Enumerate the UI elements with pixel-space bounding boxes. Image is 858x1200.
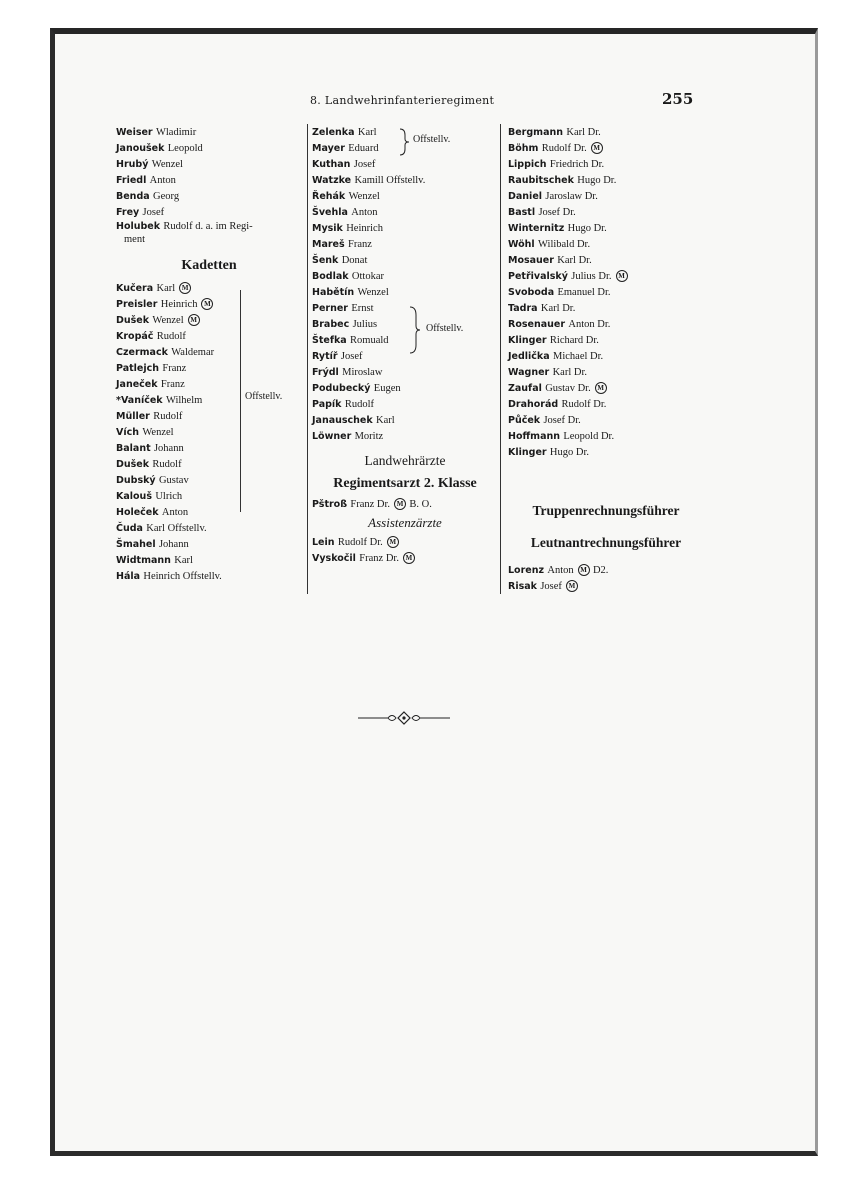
list-item: Czermack Waldemar [116,347,215,358]
list-item: Bastl Josef Dr. [508,207,576,218]
list-item: Frýdl Miroslaw [312,367,383,378]
list-item: Dušek Rudolf [116,459,182,470]
section-heading-leutnantrechnungsfuhrer: Leutnantrechnungsführer [530,535,682,550]
list-item: Tadra Karl Dr. [508,303,576,314]
bracket-label-offstellv: Offstellv. [413,134,451,145]
section-heading-kadetten: Kadetten [181,258,237,273]
list-item: Podubecký Eugen [312,383,401,394]
list-item: Raubitschek Hugo Dr. [508,175,617,186]
list-item: Bergmann Karl Dr. [508,127,601,138]
list-item: Balant Johann [116,443,184,454]
list-item: Brabec Julius [312,319,378,330]
list-item: Löwner Moritz [312,431,384,442]
merit-medal-icon: M [595,382,607,394]
list-item: Frey Josef [116,207,165,218]
list-item: Svoboda Emanuel Dr. [508,287,611,298]
list-item: Drahorád Rudolf Dr. [508,399,607,410]
list-item: Mysik Heinrich [312,223,383,234]
list-item: Vích Wenzel [116,427,174,438]
list-item: Benda Georg [116,191,180,202]
list-item: Janoušek Leopold [116,143,203,154]
list-item: Dušek Wenzel M [116,312,302,328]
list-item: Wöhl Wilibald Dr. [508,239,591,250]
list-item: Kučera Karl M [116,280,302,296]
list-item: Šenk Donat [312,255,368,266]
list-item: Štefka Romuald [312,335,389,346]
list-item: Dubský Gustav [116,475,189,486]
merit-medal-icon: M [201,298,213,310]
list-item: Holubek Rudolf d. a. im Regi- ment [116,221,253,245]
list-item: Preisler Heinrich M [116,296,302,312]
list-item: Rytíř Josef [312,351,363,362]
list-item: Risak Josef M [508,578,704,594]
merit-medal-icon: M [566,580,578,592]
list-item: Habětín Wenzel [312,287,389,298]
list-item: Švehla Anton [312,207,378,218]
list-item: Holeček Anton [116,507,189,518]
list-item: Kalouš Ulrich [116,491,183,502]
page-header [0,90,858,114]
running-title: 8. Landwehrinfanterieregiment [310,94,495,107]
bracket-label-offstellv: Offstellv. [426,323,464,334]
page-number: 255 [662,90,694,108]
list-item: Petřivalský Julius Dr. M [508,268,704,284]
column-1 [116,124,302,584]
list-item: Klinger Hugo Dr. [508,447,590,458]
list-item: Klinger Richard Dr. [508,335,599,346]
brace-2-icon [408,306,422,354]
list-item: Pštroß Franz Dr. M B. O. [312,499,432,510]
merit-medal-icon: M [387,536,399,548]
list-item: Kuthan Josef [312,159,376,170]
list-item: Lippich Friedrich Dr. [508,159,605,170]
merit-medal-icon: M [403,552,415,564]
list-item: Daniel Jaroslaw Dr. [508,191,598,202]
list-item: Lorenz Anton M D2. [508,565,609,576]
section-heading-assistenzarzte: Assistenzärzte [368,515,442,530]
merit-medal-icon: M [179,282,191,294]
list-item: Weiser Wladimir [116,127,197,138]
list-item: Kropáč Rudolf [116,331,186,342]
list-item: Hrubý Wenzel [116,159,183,170]
ornament-divider-icon [358,708,450,728]
merit-medal-icon: M [188,314,200,326]
merit-medal-icon: M [394,498,406,510]
list-item: Hála Heinrich Offstellv. [116,571,222,582]
brace-1-icon [398,128,410,156]
list-item: Janauschek Karl [312,415,395,426]
column-divider [500,124,501,594]
list-item: Patlejch Franz [116,363,187,374]
list-item: Mosauer Karl Dr. [508,255,592,266]
list-item: Winternitz Hugo Dr. [508,223,607,234]
list-item: *Vaníček Wilhelm [116,395,203,406]
list-item: Jedlička Michael Dr. [508,351,604,362]
section-heading-landwehrarzte: Landwehrärzte [364,453,446,468]
list-item: Hoffmann Leopold Dr. [508,431,615,442]
list-item: Rosenauer Anton Dr. [508,319,611,330]
list-item: Bodlak Ottokar [312,271,384,282]
kadetten-bracket [240,290,241,512]
list-item: Zaufal Gustav Dr. M [508,380,704,396]
list-item: Papík Rudolf [312,399,375,410]
list-item: Zelenka Karl [312,127,377,138]
merit-medal-icon: M [578,564,590,576]
list-item: Müller Rudolf [116,411,183,422]
list-item: Vyskočil Franz Dr. M [312,550,498,566]
merit-medal-icon: M [591,142,603,154]
list-item: Mayer Eduard [312,143,379,154]
list-item: Widtmann Karl [116,555,193,566]
column-3 [508,124,704,594]
list-item: Janeček Franz [116,379,185,390]
list-item: Böhm Rudolf Dr. M [508,140,704,156]
list-item: Lein Rudolf Dr. M [312,534,498,550]
list-item: Friedl Anton [116,175,176,186]
list-item: Perner Ernst [312,303,374,314]
column-2 [312,124,498,566]
list-item: Wagner Karl Dr. [508,367,588,378]
list-item: Půček Josef Dr. [508,415,581,426]
section-heading-regimentsarzt: Regimentsarzt 2. Klasse [333,476,477,491]
column-divider [307,124,308,594]
bracket-label-offstellv: Offstellv. [245,391,283,402]
list-item: Watzke Kamill Offstellv. [312,175,426,186]
list-item: Šmahel Johann [116,539,189,550]
merit-medal-icon: M [616,270,628,282]
list-item: Řehák Wenzel [312,191,380,202]
section-heading-truppenrechnungsfuhrer: Truppenrechnungsführer [532,503,680,518]
list-item: Čuda Karl Offstellv. [116,523,207,534]
list-item: Mareš Franz [312,239,372,250]
